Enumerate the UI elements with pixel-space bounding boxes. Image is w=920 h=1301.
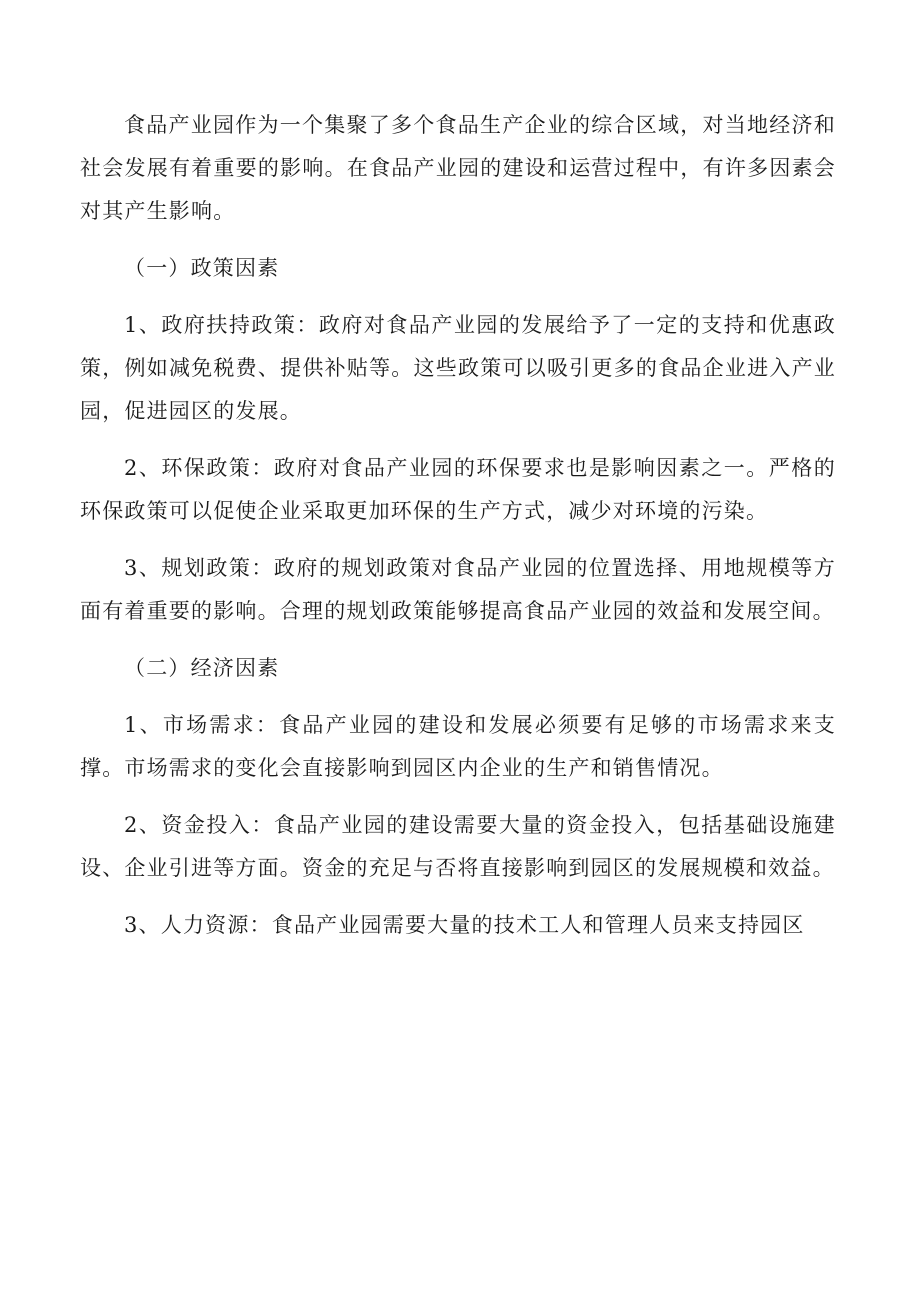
economy-item-3-paragraph: 3、人力资源：食品产业园需要大量的技术工人和管理人员来支持园区 [124, 913, 805, 937]
document-body [80, 104, 836, 961]
policy-item-2-paragraph: 2、环保政策：政府对食品产业园的环保要求也是影响因素之一。严格的环保政策可以促使企业采取更加环保的生产方式，减少对环境的污染。 [80, 456, 836, 523]
economy-item-1-paragraph: 1、市场需求：食品产业园的建设和发展必须要有足够的市场需求来支撑。市场需求的变化会直接影响到园区内企业的生产和销售情况。 [80, 713, 836, 780]
economy-item-2-paragraph: 2、资金投入：食品产业园的建设需要大量的资金投入，包括基础设施建设、企业引进等方面。资金的充足与否将直接影响到园区的发展规模和效益。 [80, 813, 836, 880]
policy-item-3-paragraph: 3、规划政策：政府的规划政策对食品产业园的位置选择、用地规模等方面有着重要的影响。合理的规划政策能够提高食品产业园的效益和发展空间。 [80, 556, 836, 623]
intro-paragraph: 食品产业园作为一个集聚了多个食品生产企业的综合区域，对当地经济和社会发展有着重要的影响。在食品产业园的建设和运营过程中，有许多因素会对其产生影响。 [80, 113, 836, 223]
section-heading-policy: （一）政策因素 [124, 256, 280, 280]
policy-item-1-paragraph: 1、政府扶持政策：政府对食品产业园的发展给予了一定的支持和优惠政策，例如减免税费、提供补贴等。这些政策可以吸引更多的食品企业进入产业园，促进园区的发展。 [80, 313, 836, 423]
section-heading-economy: （二）经济因素 [124, 656, 280, 680]
